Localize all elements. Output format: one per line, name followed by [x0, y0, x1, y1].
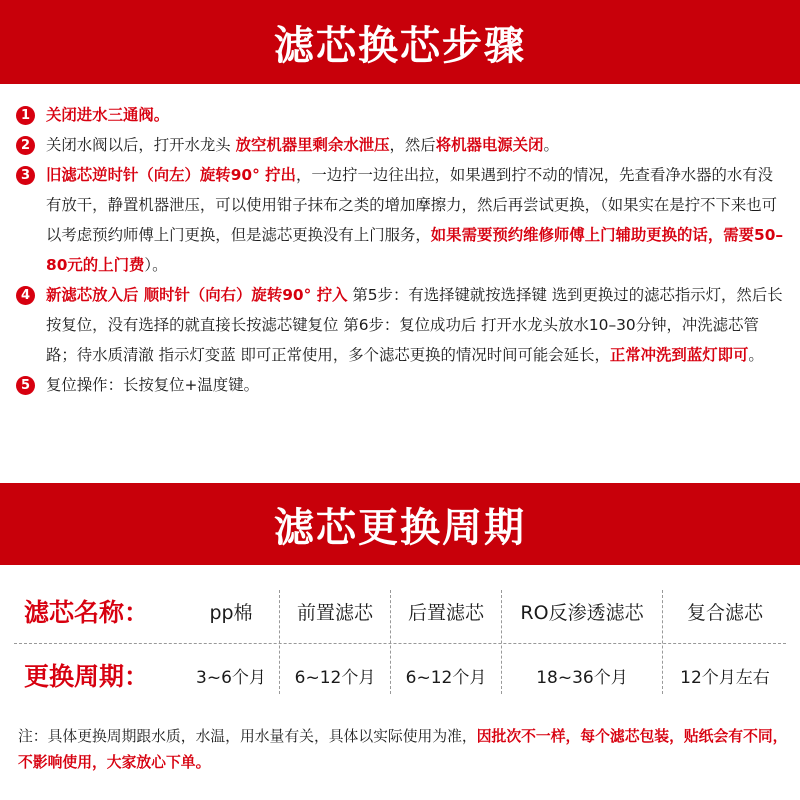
- cycle-banner: [0, 483, 800, 565]
- footnote-text: 注：具体更换周期跟水质，水温，用水量有关，具体以实际使用为准，: [18, 728, 477, 745]
- step-text-highlight: 将机器电源关闭: [435, 136, 544, 154]
- filter-name-cell: 后置滤芯: [407, 601, 484, 624]
- step-item: [16, 100, 786, 130]
- replacement-period-label: 更换周期：: [24, 662, 150, 691]
- step-text: ，然后: [389, 136, 436, 154]
- replacement-period-cell: 18~36个月: [536, 667, 628, 688]
- step-text: 。: [748, 346, 764, 364]
- steps-list: [16, 100, 786, 400]
- replacement-period-cell: 6~12个月: [405, 667, 487, 688]
- filter-name-cell: 复合滤芯: [686, 601, 763, 624]
- step-item: [16, 160, 786, 280]
- replacement-period-cell: 6~12个月: [294, 667, 376, 688]
- replacement-period-row: [14, 652, 786, 698]
- step-number-badge: 3: [16, 166, 35, 185]
- step-text: 关闭进水三通阀。: [46, 106, 170, 124]
- step-text: 。: [543, 136, 559, 154]
- cycle-title: 滤芯更换周期: [274, 504, 526, 551]
- replacement-period-cell: 12个月左右: [680, 667, 770, 688]
- step-text-highlight: 正常冲洗到蓝灯即可: [609, 346, 749, 364]
- filter-name-cell: 前置滤芯: [296, 601, 373, 624]
- footnote: [18, 724, 788, 776]
- step-item: [16, 130, 786, 160]
- filter-name-cell: pp棉: [209, 601, 253, 624]
- steps-banner: [0, 0, 800, 84]
- step-item: [16, 370, 786, 400]
- step-number-badge: 4: [16, 286, 35, 305]
- replacement-cycle-table: [14, 588, 786, 708]
- step-text: 复位操作：长按复位+温度键。: [46, 376, 259, 394]
- replacement-period-cell: 3~6个月: [196, 667, 266, 688]
- footnote-text-highlight: 因批次不一样，每个滤芯包装，贴纸会有不同，不影响使用，大家放心下单。: [18, 728, 788, 771]
- step-text: ，一边拧一边往出拉，如果遇到拧不动的情况，先查看净水器的水有没有放干，静置机器泄压，可以使用钳子抹布之类的增加摩擦力，然后再尝试更换，（如果实在是拧不下来也可以考虑预约师傅上门更换，但是滤芯更换没有上门服务，: [46, 166, 778, 244]
- step-number-badge: 1: [16, 106, 35, 125]
- step-text-highlight: 放空机器里剩余水泄压: [235, 136, 390, 154]
- step-text: 关闭水阀以后，打开水龙头: [46, 136, 236, 154]
- step-text-highlight: 如果需要预约维修师傅上门辅助更换的话，需要50–80元的上门费: [46, 226, 784, 274]
- filter-name-row: [14, 588, 786, 634]
- step-text-highlight: 新滤芯放入后 顺时针（向右）旋转90° 拧入: [46, 286, 348, 304]
- step-text: ）。: [144, 256, 168, 274]
- filter-name-label: 滤芯名称：: [24, 598, 150, 627]
- step-text-highlight: 旧滤芯逆时针（向左）旋转90° 拧出: [46, 166, 296, 184]
- step-text: 第5步：有选择键就按选择键 选到更换过的滤芯指示灯，然后长按复位，没有选择的就直接长按滤芯键复位 第6步：复位成功后 打开水龙头放水10–30分钟，冲洗滤芯管路；待水质清澈 指示灯变蓝 即可正常使用，多个滤芯更换的情况时间可能会延长，: [46, 286, 783, 364]
- filter-name-cell: RO反渗透滤芯: [520, 601, 644, 624]
- step-number-badge: 2: [16, 136, 35, 155]
- table-divider: [14, 643, 786, 644]
- steps-title: 滤芯换芯步骤: [274, 22, 526, 69]
- step-item: [16, 280, 786, 370]
- step-number-badge: 5: [16, 376, 35, 395]
